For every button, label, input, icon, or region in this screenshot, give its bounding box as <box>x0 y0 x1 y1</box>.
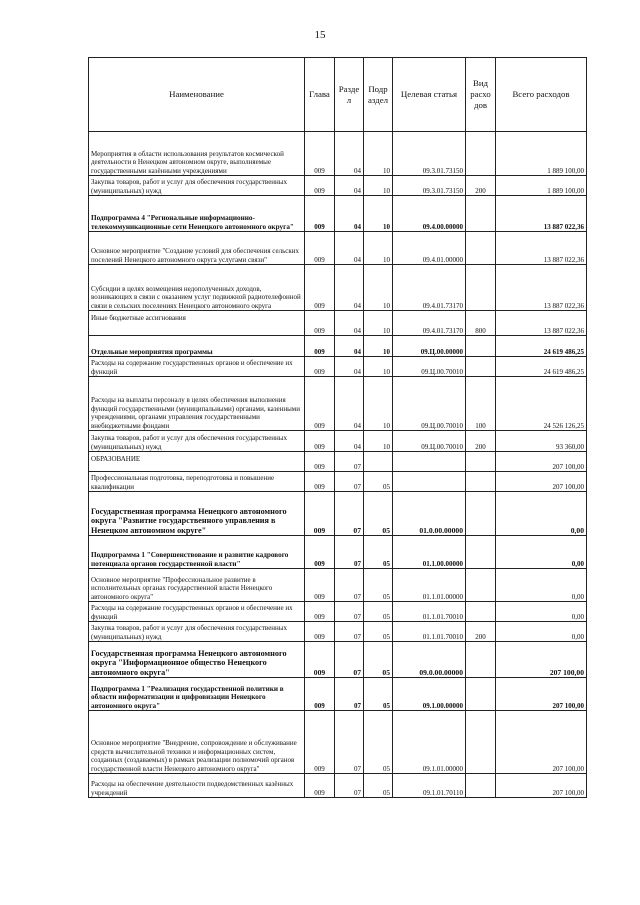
table-row <box>89 452 587 472</box>
row-name: Основное мероприятие "Профессиональное развитие в исполнительных органах государственной власти Ненецкого автономного округа" <box>89 569 305 602</box>
row-target: 09.4.01.00000 <box>393 232 466 265</box>
row-name: Государственная программа Ненецкого автономного округа "Информационное общество Ненецкого автономного округа" <box>89 642 305 678</box>
row-podrazdel: 10 <box>364 336 393 357</box>
row-total: 13 887 022,36 <box>496 232 587 265</box>
row-podrazdel: 10 <box>364 311 393 336</box>
row-name: Закупка товаров, работ и услуг для обеспечения государственных (муниципальных) нужд <box>89 176 305 196</box>
table-row <box>89 711 587 774</box>
row-vid <box>466 536 496 569</box>
row-podrazdel <box>364 452 393 472</box>
row-name: Государственная программа Ненецкого автономного округа "Развитие государственного управления в Ненецком автономном округе" <box>89 492 305 536</box>
row-glava: 009 <box>305 678 335 711</box>
table-row <box>89 536 587 569</box>
row-podrazdel: 10 <box>364 377 393 431</box>
row-total: 0,00 <box>496 536 587 569</box>
row-vid <box>466 452 496 472</box>
row-name: Субсидии в целях возмещения недополученных доходов, возникающих в связи с оказанием услуг подвижной радиотелефонной связи в сельских поселениях Ненецкого автономного округа <box>89 265 305 311</box>
row-razdel: 04 <box>335 132 364 176</box>
row-glava: 009 <box>305 336 335 357</box>
row-vid <box>466 472 496 492</box>
row-name: Закупка товаров, работ и услуг для обеспечения государственных (муниципальных) нужд <box>89 431 305 452</box>
row-razdel: 07 <box>335 642 364 678</box>
row-total: 13 887 022,36 <box>496 311 587 336</box>
table-header-row <box>89 58 587 132</box>
row-razdel: 07 <box>335 536 364 569</box>
row-vid <box>466 336 496 357</box>
table-row <box>89 472 587 492</box>
row-name: Отдельные мероприятия программы <box>89 336 305 357</box>
row-razdel: 04 <box>335 232 364 265</box>
row-total: 0,00 <box>496 622 587 642</box>
table-row <box>89 357 587 377</box>
row-vid <box>466 132 496 176</box>
row-target: 09.3.01.73150 <box>393 176 466 196</box>
row-vid: 800 <box>466 311 496 336</box>
row-razdel: 07 <box>335 711 364 774</box>
row-target <box>393 452 466 472</box>
row-name: Расходы на выплаты персоналу в целях обеспечения выполнения функций государственными (муниципальными) органами, казенными учреждениями, органами управления государственными внебюджетными фондами <box>89 377 305 431</box>
row-vid <box>466 492 496 536</box>
row-vid <box>466 569 496 602</box>
row-razdel: 04 <box>335 431 364 452</box>
expenses-table <box>88 57 587 798</box>
row-total: 13 887 022,36 <box>496 196 587 232</box>
row-glava: 009 <box>305 492 335 536</box>
row-razdel: 04 <box>335 357 364 377</box>
row-target: 09.1.01.00000 <box>393 711 466 774</box>
row-target: 09.1.00.00000 <box>393 678 466 711</box>
header-podrazdel: Подр аздел <box>364 58 393 132</box>
row-total: 207 100,00 <box>496 678 587 711</box>
row-total: 24 526 126,25 <box>496 377 587 431</box>
row-target: 01.0.00.00000 <box>393 492 466 536</box>
row-razdel: 07 <box>335 472 364 492</box>
row-podrazdel: 05 <box>364 711 393 774</box>
row-target: 09.4.01.73170 <box>393 265 466 311</box>
row-glava: 009 <box>305 472 335 492</box>
row-total: 0,00 <box>496 492 587 536</box>
row-glava: 009 <box>305 357 335 377</box>
row-podrazdel: 05 <box>364 472 393 492</box>
row-target: 09.4.00.00000 <box>393 196 466 232</box>
row-vid <box>466 642 496 678</box>
row-glava: 009 <box>305 232 335 265</box>
table-row <box>89 774 587 798</box>
row-total: 207 100,00 <box>496 711 587 774</box>
row-razdel: 07 <box>335 602 364 622</box>
row-vid <box>466 774 496 798</box>
row-name: Подпрограмма 4 "Региональные информационно-телекоммуникационные сети Ненецкого автономного округа" <box>89 196 305 232</box>
row-razdel: 04 <box>335 265 364 311</box>
row-total: 207 100,00 <box>496 472 587 492</box>
row-razdel: 07 <box>335 492 364 536</box>
row-target: 09.Ц.00.70010 <box>393 357 466 377</box>
row-vid <box>466 196 496 232</box>
row-vid: 200 <box>466 431 496 452</box>
row-podrazdel: 10 <box>364 132 393 176</box>
row-total: 93 360,00 <box>496 431 587 452</box>
row-name: Основное мероприятие "Создание условий для обеспечения сельских поселений Ненецкого автономного округа услугами связи" <box>89 232 305 265</box>
row-razdel: 04 <box>335 377 364 431</box>
header-razdel: Разде л <box>335 58 364 132</box>
row-podrazdel: 10 <box>364 176 393 196</box>
row-glava: 009 <box>305 536 335 569</box>
row-podrazdel: 05 <box>364 642 393 678</box>
header-total: Всего расходов <box>496 58 587 132</box>
row-podrazdel: 05 <box>364 536 393 569</box>
row-podrazdel: 10 <box>364 431 393 452</box>
table-row <box>89 377 587 431</box>
row-glava: 009 <box>305 176 335 196</box>
row-total: 13 887 022,36 <box>496 265 587 311</box>
row-glava: 009 <box>305 377 335 431</box>
row-podrazdel: 10 <box>364 357 393 377</box>
row-target: 01.1.00.00000 <box>393 536 466 569</box>
row-name: Мероприятия в области использования результатов космической деятельности в Ненецком автономном округе, выполняемые государственными казёнными учреждениями <box>89 132 305 176</box>
row-name: Подпрограмма 1 "Реализация государственной политики в области информатизации и цифровизации Ненецкого автономного округа" <box>89 678 305 711</box>
row-target: 09.3.01.73150 <box>393 132 466 176</box>
row-total: 24 619 486,25 <box>496 357 587 377</box>
row-podrazdel: 05 <box>364 678 393 711</box>
row-vid: 200 <box>466 176 496 196</box>
row-razdel: 04 <box>335 196 364 232</box>
row-total: 1 889 100,00 <box>496 176 587 196</box>
row-podrazdel: 10 <box>364 265 393 311</box>
row-vid <box>466 265 496 311</box>
table-row <box>89 622 587 642</box>
row-name: Закупка товаров, работ и услуг для обеспечения государственных (муниципальных) нужд <box>89 622 305 642</box>
row-name: ОБРАЗОВАНИЕ <box>89 452 305 472</box>
row-glava: 009 <box>305 431 335 452</box>
table-row <box>89 265 587 311</box>
row-podrazdel: 10 <box>364 196 393 232</box>
row-razdel: 07 <box>335 622 364 642</box>
header-glava: Глава <box>305 58 335 132</box>
row-razdel: 07 <box>335 452 364 472</box>
row-razdel: 07 <box>335 774 364 798</box>
row-total: 207 100,00 <box>496 452 587 472</box>
row-podrazdel: 05 <box>364 774 393 798</box>
row-glava: 009 <box>305 132 335 176</box>
row-glava: 009 <box>305 642 335 678</box>
header-vid: Вид расхо дов <box>466 58 496 132</box>
row-total: 0,00 <box>496 602 587 622</box>
row-podrazdel: 10 <box>364 232 393 265</box>
header-name: Наименование <box>89 58 305 132</box>
table-row <box>89 642 587 678</box>
row-glava: 009 <box>305 774 335 798</box>
row-name: Подпрограмма 1 "Совершенствование и развитие кадрового потенциала органов государственной власти" <box>89 536 305 569</box>
row-podrazdel: 05 <box>364 492 393 536</box>
table-row <box>89 232 587 265</box>
row-total: 24 619 486,25 <box>496 336 587 357</box>
row-target: 09.Ц.00.70010 <box>393 377 466 431</box>
row-target: 09.Ц.00.00000 <box>393 336 466 357</box>
row-name: Иные бюджетные ассигнования <box>89 311 305 336</box>
table-row <box>89 336 587 357</box>
table-row <box>89 431 587 452</box>
page-number: 15 <box>314 29 326 41</box>
row-target: 09.0.00.00000 <box>393 642 466 678</box>
table-row <box>89 569 587 602</box>
row-vid: 100 <box>466 377 496 431</box>
row-name: Расходы на обеспечение деятельности подведомственных казённых учреждений <box>89 774 305 798</box>
table-row <box>89 602 587 622</box>
table-row <box>89 492 587 536</box>
row-total: 0,00 <box>496 569 587 602</box>
row-glava: 009 <box>305 196 335 232</box>
row-total: 207 100,00 <box>496 774 587 798</box>
row-target <box>393 472 466 492</box>
row-name: Профессиональная подготовка, переподготовка и повышение квалификации <box>89 472 305 492</box>
row-target: 09.1.01.70110 <box>393 774 466 798</box>
header-target: Целевая статья <box>393 58 466 132</box>
row-vid <box>466 711 496 774</box>
row-razdel: 07 <box>335 678 364 711</box>
table-row <box>89 176 587 196</box>
row-vid: 200 <box>466 622 496 642</box>
row-target: 09.Ц.00.70010 <box>393 431 466 452</box>
row-glava: 009 <box>305 311 335 336</box>
row-vid <box>466 232 496 265</box>
row-podrazdel: 05 <box>364 622 393 642</box>
row-glava: 009 <box>305 622 335 642</box>
row-glava: 009 <box>305 569 335 602</box>
row-target: 01.1.01.70010 <box>393 602 466 622</box>
row-podrazdel: 05 <box>364 569 393 602</box>
row-glava: 009 <box>305 265 335 311</box>
row-name: Основное мероприятие "Внедрение, сопровождение и обслуживание средств вычислительной техники и информационных систем, созданных (создаваемых) в рамках реализации полномочий органов государственной власти Ненецкого автономного округа" <box>89 711 305 774</box>
table-row <box>89 196 587 232</box>
row-razdel: 04 <box>335 336 364 357</box>
row-razdel: 04 <box>335 311 364 336</box>
row-target: 09.4.01.73170 <box>393 311 466 336</box>
row-total: 1 889 100,00 <box>496 132 587 176</box>
row-target: 01.1.01.70010 <box>393 622 466 642</box>
row-razdel: 04 <box>335 176 364 196</box>
row-glava: 009 <box>305 452 335 472</box>
row-glava: 009 <box>305 602 335 622</box>
table-row <box>89 311 587 336</box>
row-podrazdel: 05 <box>364 602 393 622</box>
table-row <box>89 678 587 711</box>
row-vid <box>466 602 496 622</box>
row-razdel: 07 <box>335 569 364 602</box>
row-glava: 009 <box>305 711 335 774</box>
row-name: Расходы на содержание государственных органов и обеспечение их функций <box>89 602 305 622</box>
row-name: Расходы на содержание государственных органов и обеспечение их функций <box>89 357 305 377</box>
row-total: 207 100,00 <box>496 642 587 678</box>
table-row <box>89 132 587 176</box>
row-vid <box>466 357 496 377</box>
row-target: 01.1.01.00000 <box>393 569 466 602</box>
row-vid <box>466 678 496 711</box>
